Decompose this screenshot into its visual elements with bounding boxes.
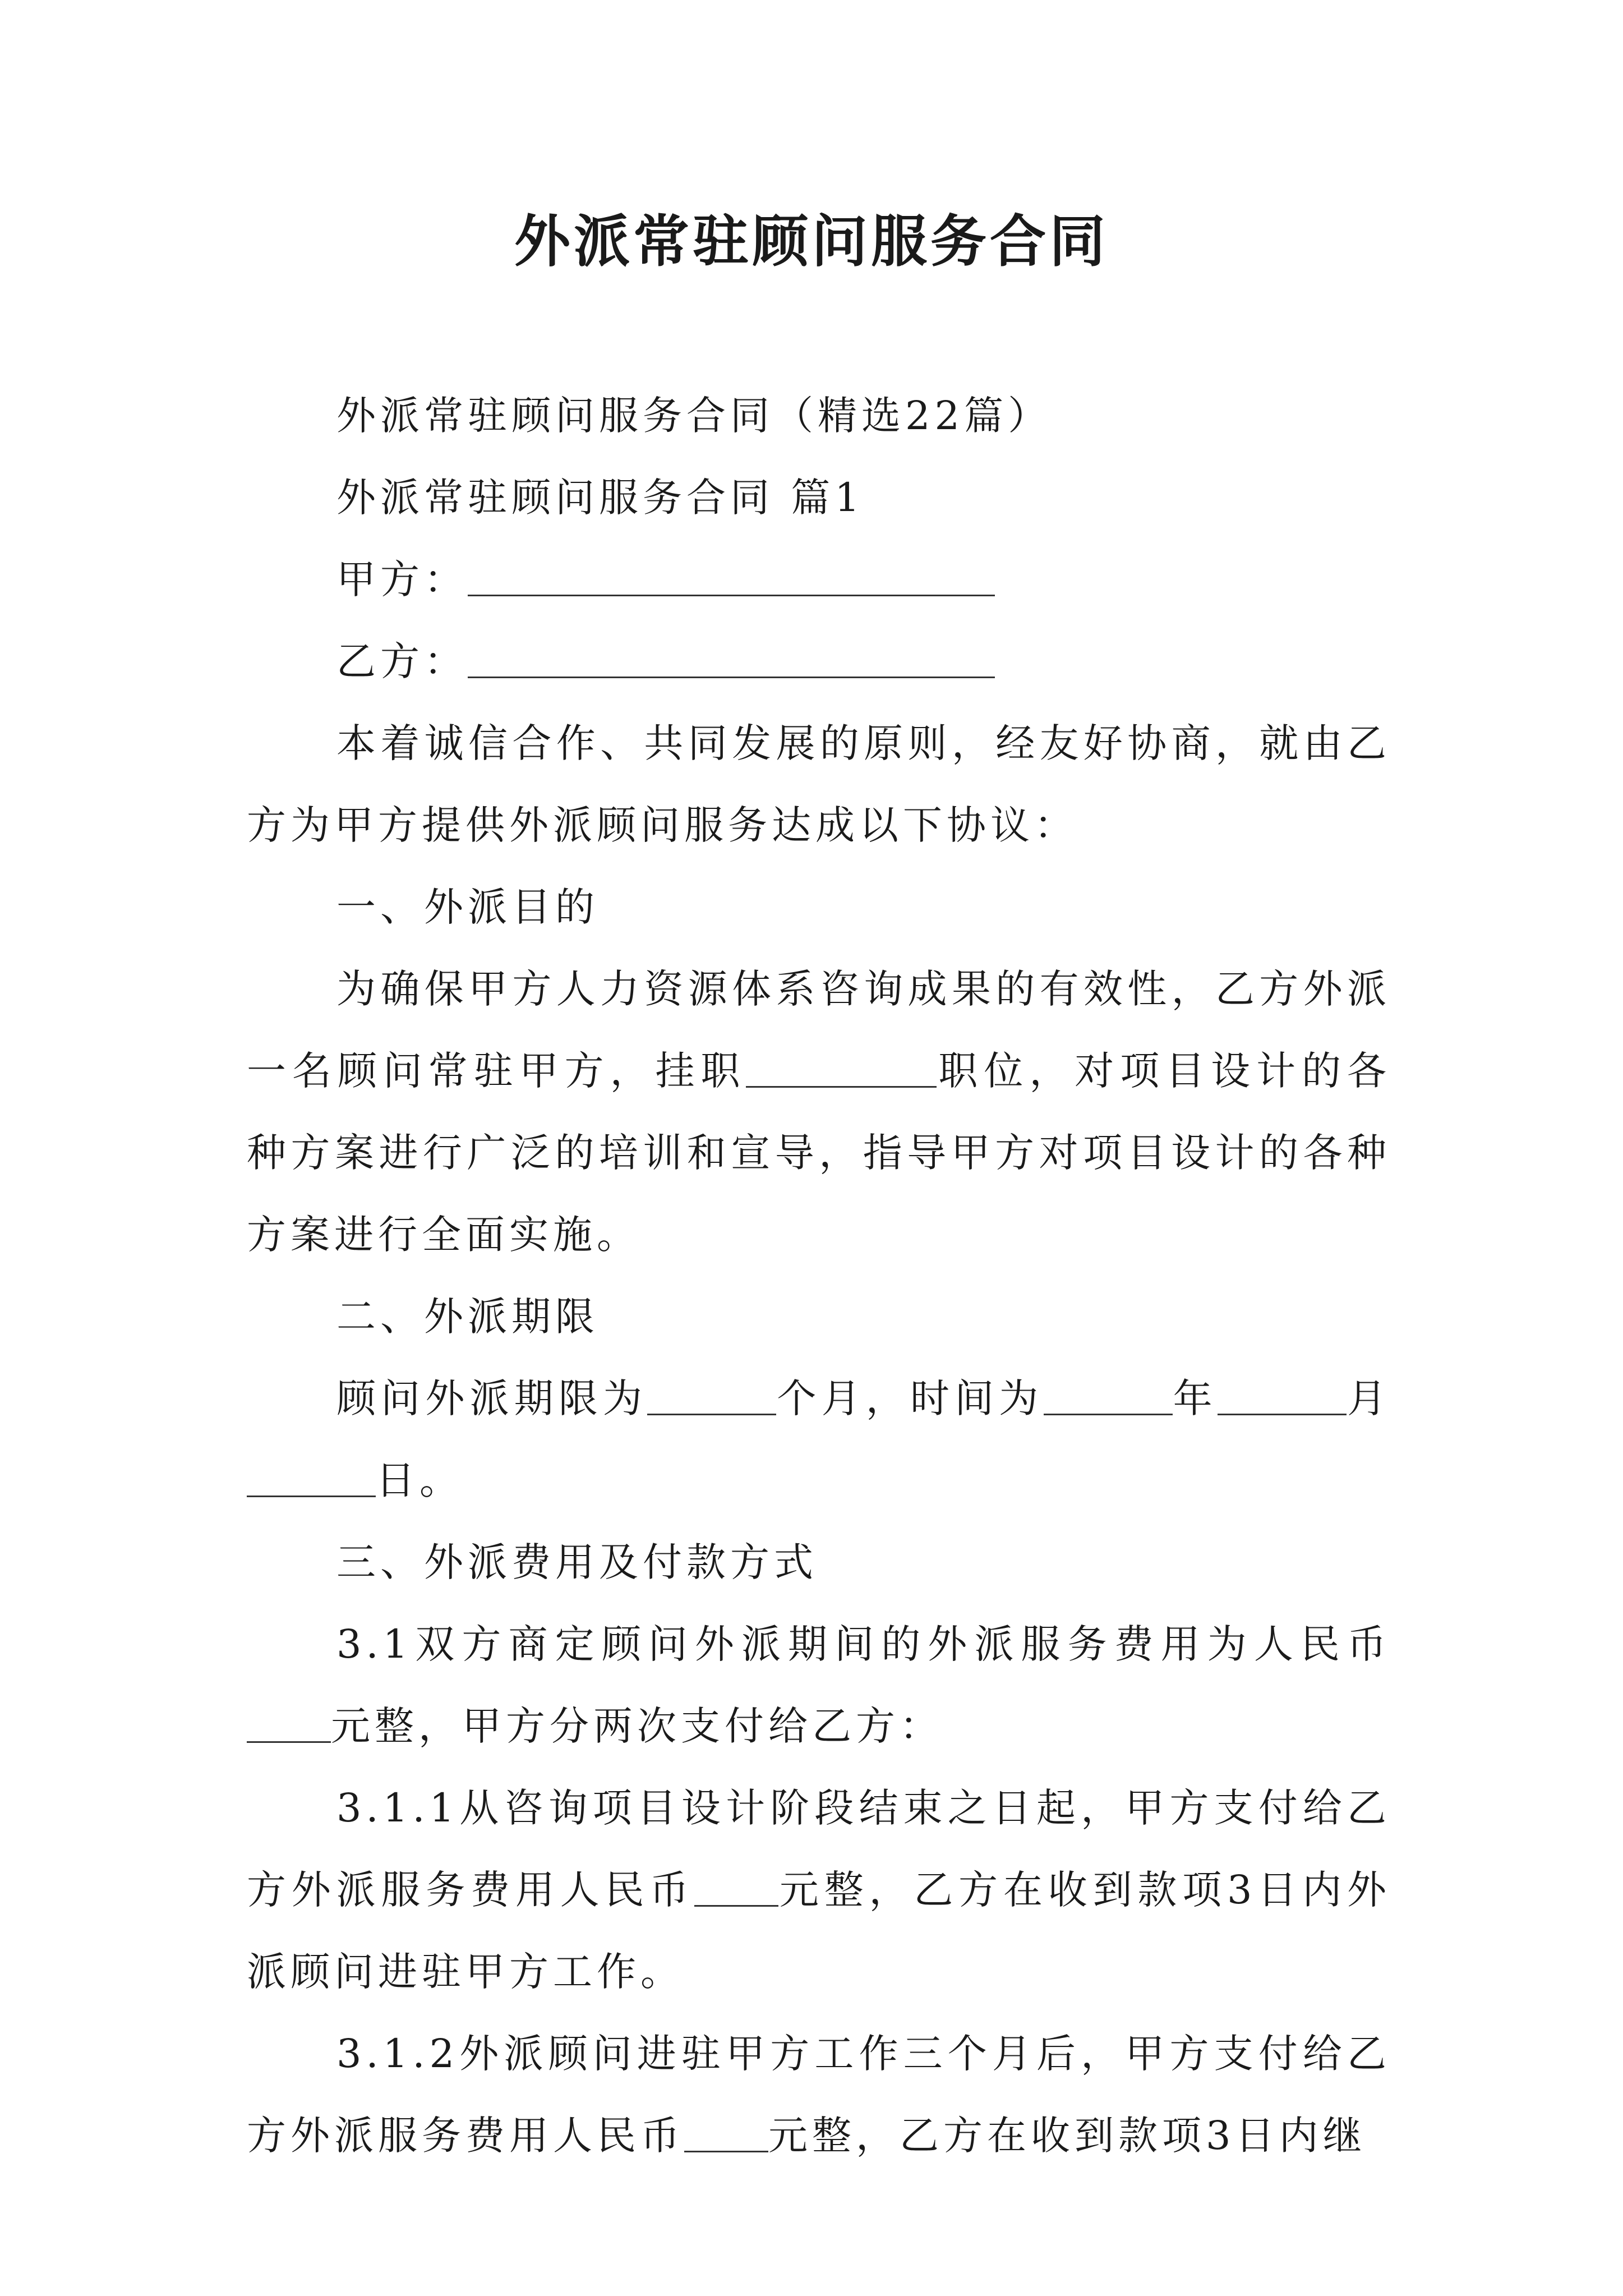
term-text-d: 月 bbox=[1346, 1375, 1391, 1421]
term-paragraph bbox=[247, 1358, 1391, 1521]
document-title: 外派常驻顾问服务合同 bbox=[514, 208, 1109, 274]
clause-3-1-2-text-a: 3.1.2外派顾问进驻甲方工作三个月后，甲方支付给乙方外派服务费用人民币 bbox=[247, 2031, 1391, 2159]
second-payment-blank bbox=[684, 2111, 768, 2152]
first-payment-blank bbox=[694, 1866, 778, 1907]
party-b-label: 乙方： bbox=[336, 638, 468, 684]
purpose-text-a: 为确保甲方人力资源体系咨询成果的有效性，乙方外派一名顾问常驻甲方，挂职 bbox=[247, 966, 1391, 1094]
clause-3-1-2-text-b: 元整，乙方在收到款项3日内继 bbox=[768, 2113, 1367, 2159]
position-blank bbox=[746, 1047, 937, 1088]
day-blank bbox=[247, 1456, 376, 1497]
document-body bbox=[247, 375, 1391, 2177]
section-heading: 外派常驻顾问服务合同 篇1 bbox=[336, 475, 864, 521]
clause-3-1-text-b: 元整，甲方分两次支付给乙方： bbox=[331, 1703, 943, 1749]
party-b-blank bbox=[468, 637, 995, 678]
clause-3-1-1 bbox=[247, 1767, 1391, 2013]
term-text-a: 顾问外派期限为 bbox=[336, 1375, 648, 1421]
subtitle: 外派常驻顾问服务合同（精选22篇） bbox=[336, 393, 1052, 439]
total-fee-blank bbox=[247, 1702, 331, 1743]
party-b-line bbox=[247, 620, 1391, 702]
term-text-c: 年 bbox=[1172, 1375, 1218, 1421]
clause-3-1-text-a: 3.1双方商定顾问外派期间的外派服务费用为人民币 bbox=[336, 1621, 1391, 1667]
party-a-blank bbox=[468, 555, 995, 596]
purpose-paragraph bbox=[247, 948, 1391, 1276]
month-blank bbox=[1218, 1374, 1347, 1415]
party-a-line bbox=[247, 539, 1391, 620]
heading-fees: 三、外派费用及付款方式 bbox=[336, 1539, 818, 1585]
clause-3-1-2 bbox=[247, 2013, 1391, 2177]
clause-3-1-1-text-a: 3.1.1从咨询项目设计阶段结束之日起，甲方支付给乙方外派服务费用人民币 bbox=[247, 1785, 1391, 1913]
clause-3-1 bbox=[247, 1603, 1391, 1767]
heading-purpose: 一、外派目的 bbox=[336, 884, 599, 930]
intro-paragraph: 本着诚信合作、共同发展的原则，经友好协商，就由乙方为甲方提供外派顾问服务达成以下协议： bbox=[247, 720, 1391, 848]
party-a-label: 甲方： bbox=[336, 556, 468, 602]
year-blank bbox=[1044, 1374, 1173, 1415]
clause-3-1-1-text-b: 元整，乙方在收到款项3日内外派顾问进驻甲方工作。 bbox=[247, 1867, 1391, 1995]
heading-term: 二、外派期限 bbox=[336, 1294, 599, 1340]
months-blank bbox=[647, 1374, 776, 1415]
term-text-e: 日。 bbox=[376, 1457, 463, 1503]
term-text-b: 个月，时间为 bbox=[776, 1375, 1044, 1421]
purpose-text-b: 职位，对项目设计的各种方案进行广泛的培训和宣导，指导甲方对项目设计的各种方案进行全面实施。 bbox=[247, 1048, 1391, 1258]
